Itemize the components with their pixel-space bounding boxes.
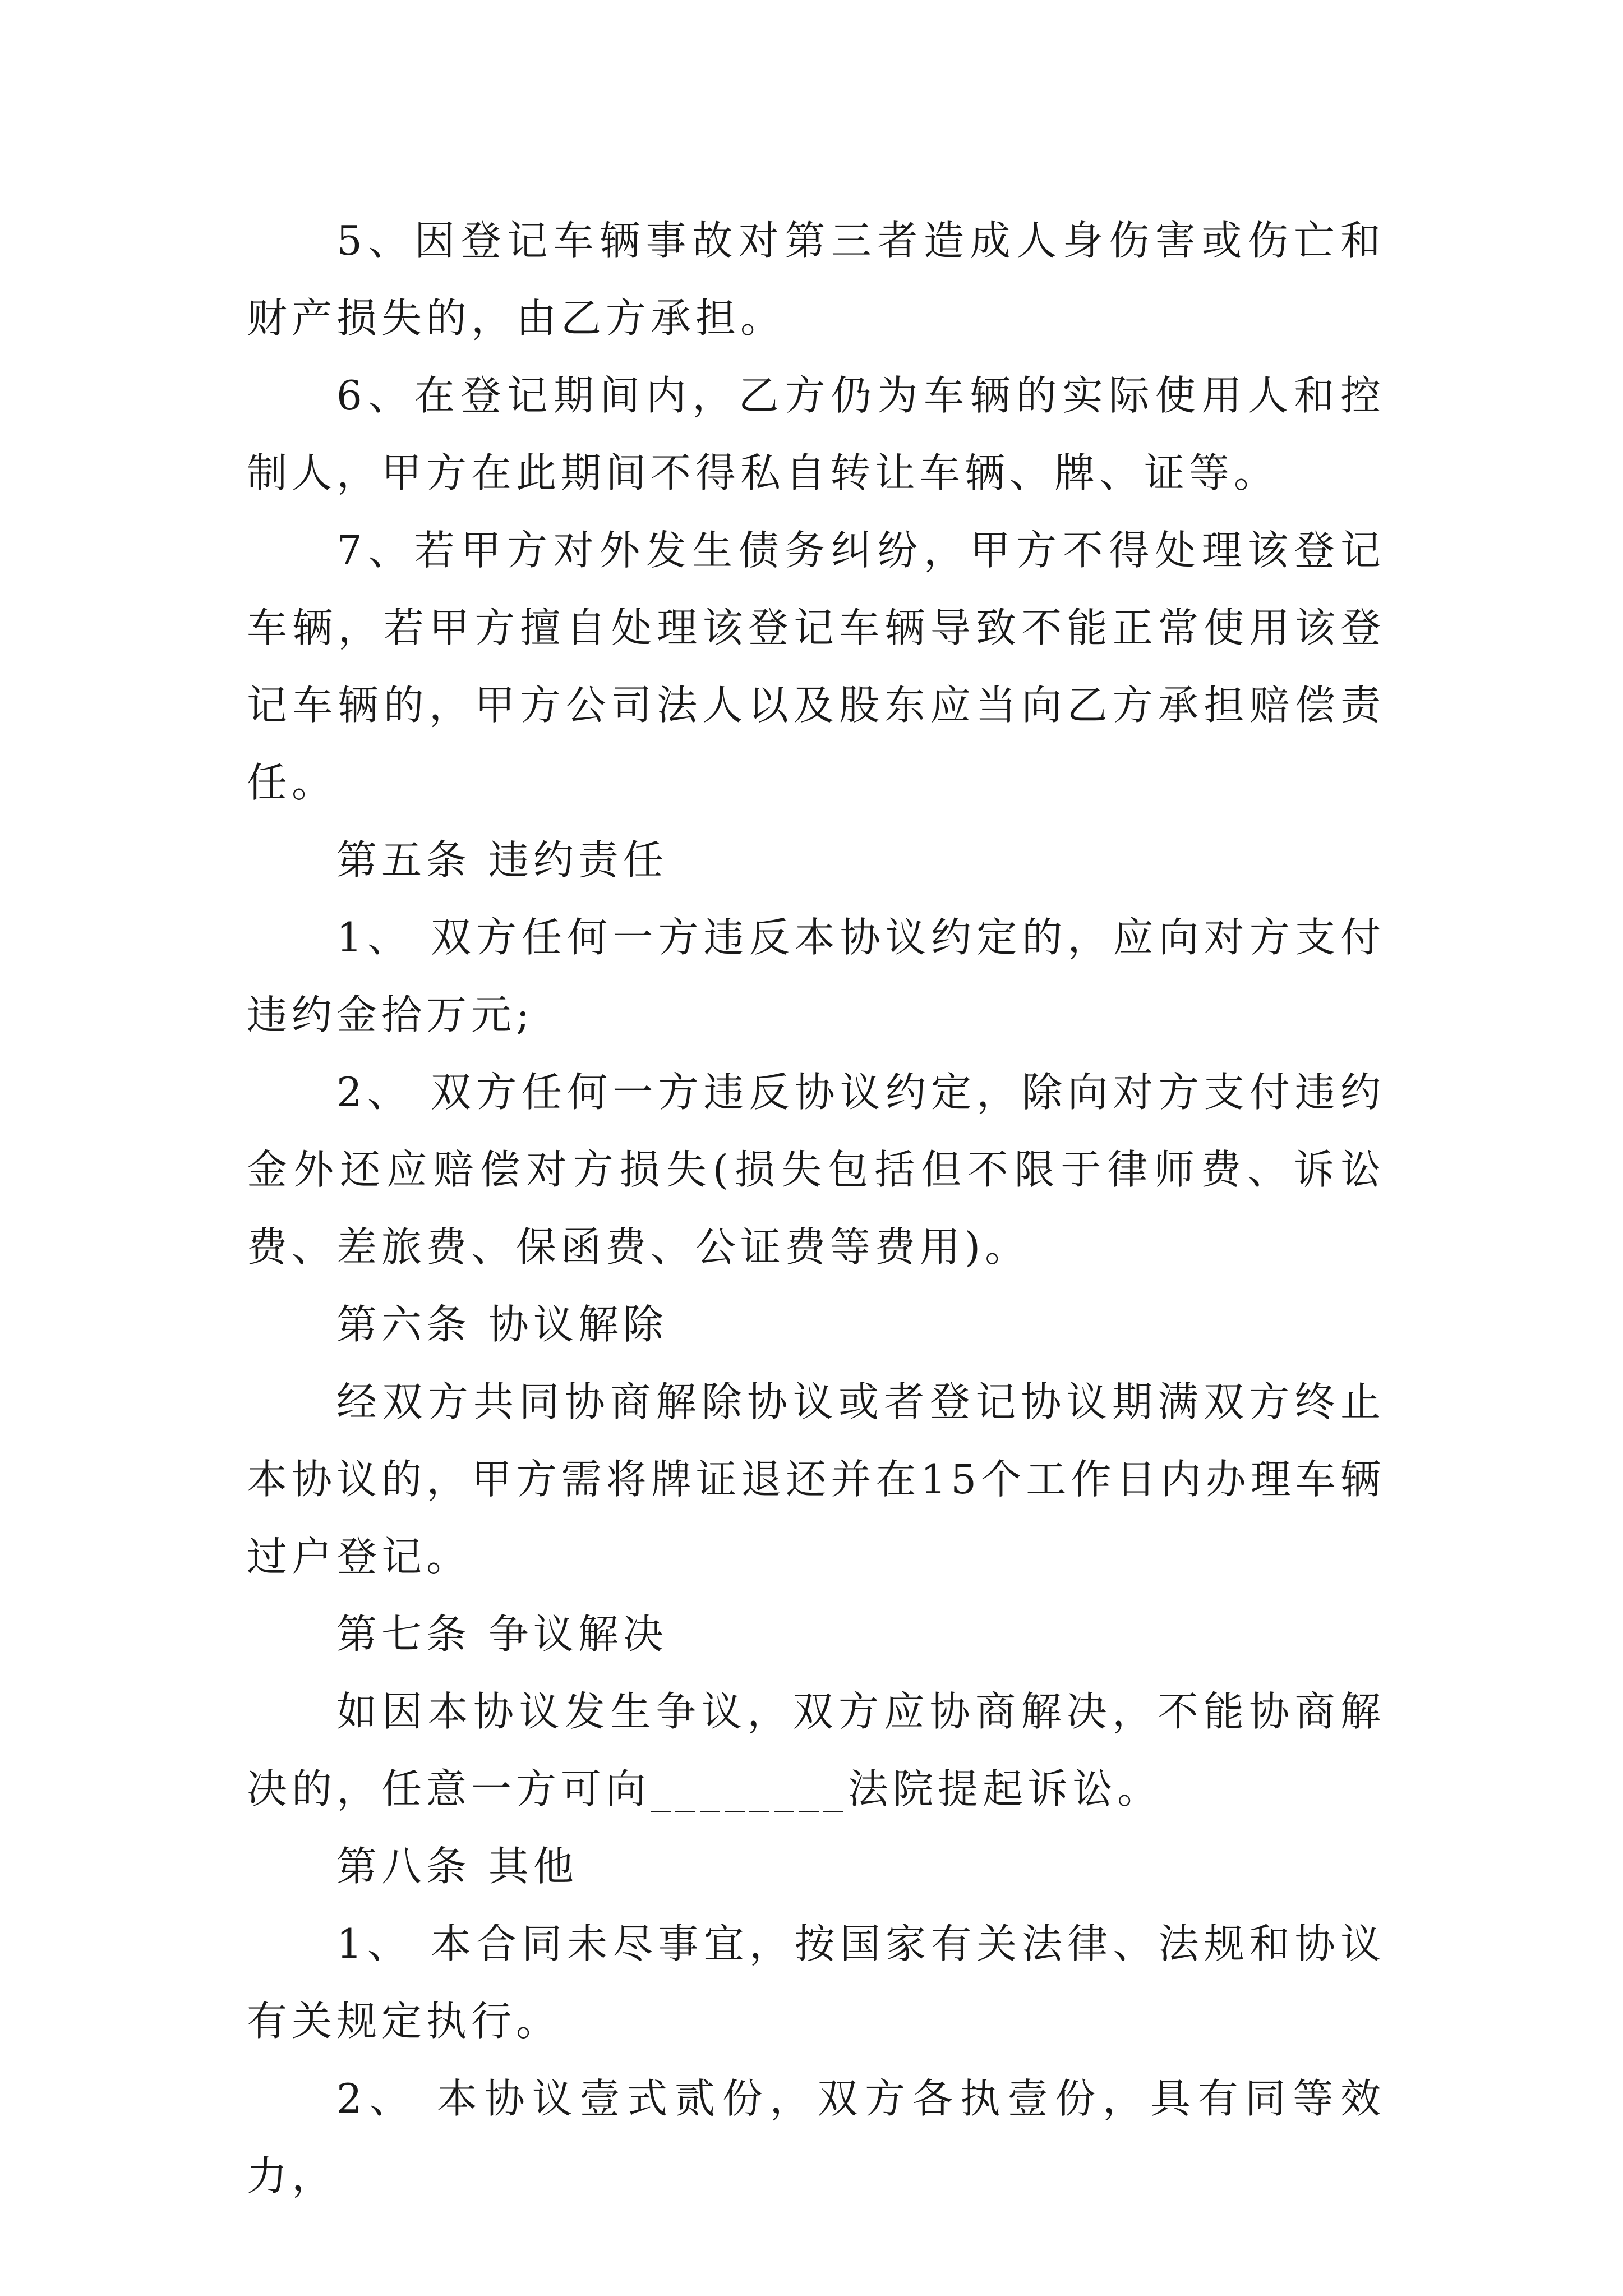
document-body — [247, 202, 1385, 2215]
clause-7: 7、若甲方对外发生债务纠纷，甲方不得处理该登记车辆，若甲方擅自处理该登记车辆导致不能正常使用该登记车辆的，甲方公司法人以及股东应当向乙方承担赔偿责任。 — [247, 527, 1385, 806]
article-6-body: 经双方共同协商解除协议或者登记协议期满双方终止本协议的，甲方需将牌证退还并在15个工作日内办理车辆过户登记。 — [247, 1378, 1385, 1580]
article-7-body: 如因本协议发生争议，双方应协商解决，不能协商解决的，任意一方可向________法院提起诉讼。 — [247, 1688, 1385, 1812]
article-8-item-1: 1、 本合同未尽事宜，按国家有关法律、法规和协议有关规定执行。 — [247, 1920, 1385, 2045]
article-7-heading: 第七条 争议解决 — [336, 1611, 668, 1658]
article-8-heading: 第八条 其他 — [336, 1843, 578, 1890]
clause-6: 6、在登记期间内，乙方仍为车辆的实际使用人和控制人，甲方在此期间不得私自转让车辆、牌、证等。 — [247, 372, 1385, 496]
article-6-heading: 第六条 协议解除 — [336, 1301, 668, 1348]
clause-5: 5、因登记车辆事故对第三者造成人身伤害或伤亡和财产损失的，由乙方承担。 — [247, 217, 1385, 342]
article-5-item-1: 1、 双方任何一方违反本协议约定的，应向对方支付违约金拾万元; — [247, 914, 1385, 1038]
article-8-item-2: 2、 本协议壹式贰份，双方各执壹份，具有同等效力， — [247, 2075, 1385, 2200]
article-5-item-2: 2、 双方任何一方违反协议约定，除向对方支付违约金外还应赔偿对方损失(损失包括但不限于律师费、诉讼费、差旅费、保函费、公证费等费用)。 — [247, 1069, 1385, 1271]
article-5-heading: 第五条 违约责任 — [336, 836, 668, 884]
